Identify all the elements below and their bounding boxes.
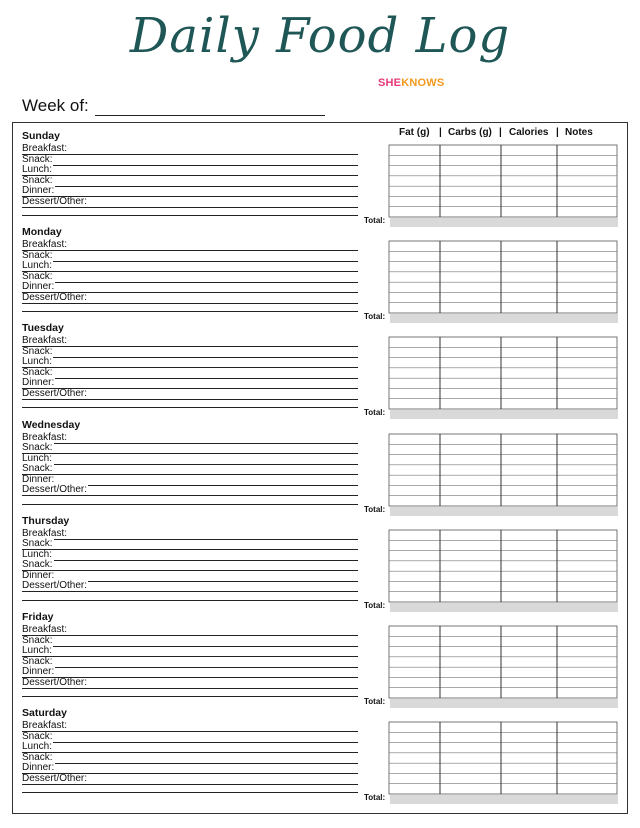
page-title: Daily Food Log [129, 8, 511, 64]
nutrition-grid[interactable] [388, 336, 618, 410]
nutrition-grid[interactable] [388, 529, 618, 603]
column-notes: Notes [565, 127, 593, 138]
meal-entry[interactable] [22, 347, 358, 357]
meal-entry[interactable] [22, 282, 358, 292]
meal-label: Dinner: [22, 569, 55, 581]
meal-label: Lunch: [22, 356, 53, 368]
meal-entry[interactable] [22, 378, 358, 388]
week-of-field[interactable] [22, 96, 325, 116]
total-label: Total: [364, 312, 386, 322]
meal-entry[interactable] [22, 539, 358, 549]
column-separator: | [556, 127, 559, 138]
day-name: Saturday [22, 707, 67, 720]
meal-label: Dinner: [22, 666, 55, 677]
meal-label: Lunch: [22, 260, 53, 272]
day-section [0, 611, 640, 707]
total-label: Total: [364, 600, 386, 610]
meal-entry[interactable] [22, 176, 358, 186]
meal-label: Breakfast: [22, 720, 68, 732]
total-label: Total: [364, 504, 386, 514]
meal-label: Breakfast: [22, 239, 68, 251]
meal-entry[interactable] [22, 454, 358, 464]
meal-label: Snack: [22, 751, 53, 763]
nutrition-grid[interactable] [388, 144, 618, 218]
meal-label: Snack: [22, 270, 53, 282]
meal-label: Snack: [22, 634, 53, 646]
meal-entry[interactable] [22, 560, 358, 570]
day-section [0, 322, 640, 418]
day-name: Wednesday [22, 418, 81, 431]
meal-entry[interactable] [22, 197, 358, 207]
meal-label: Dessert/Other: [22, 772, 88, 784]
meal-entry[interactable] [22, 272, 358, 282]
meal-entry[interactable] [22, 763, 358, 773]
nutrition-grid[interactable] [388, 240, 618, 314]
meal-label: Lunch: [22, 645, 53, 656]
meal-entry[interactable] [22, 357, 358, 367]
day-name: Friday [22, 611, 54, 623]
extra-line[interactable] [22, 504, 358, 505]
meal-entry[interactable] [22, 464, 358, 474]
nutrition-grid-lines [388, 336, 618, 410]
meal-entry[interactable] [22, 389, 358, 399]
meal-entry[interactable] [22, 240, 358, 250]
brand-logo [378, 77, 444, 89]
meal-label: Dessert/Other: [22, 676, 88, 688]
meal-entry[interactable] [22, 657, 358, 667]
week-of-label: Week of: [22, 96, 89, 115]
meal-line[interactable] [22, 784, 358, 785]
nutrition-grid-lines [388, 625, 618, 699]
meal-line[interactable] [22, 688, 358, 689]
meal-entry[interactable] [22, 636, 358, 646]
meal-label: Snack: [22, 153, 53, 165]
day-section [0, 419, 640, 515]
meal-entry[interactable] [22, 529, 358, 539]
meal-entry[interactable] [22, 742, 358, 752]
extra-line[interactable] [22, 696, 358, 697]
meal-label: Dessert/Other: [22, 195, 88, 207]
day-name: Tuesday [22, 322, 64, 335]
column-fat: Fat (g) [399, 127, 430, 138]
day-name: Monday [22, 226, 62, 239]
meal-entry[interactable] [22, 581, 358, 591]
meal-entry[interactable] [22, 144, 358, 154]
meal-label: Breakfast: [22, 527, 68, 539]
total-label: Total: [364, 793, 386, 803]
meal-entry[interactable] [22, 625, 358, 635]
day-section [0, 707, 640, 803]
meal-label: Snack: [22, 730, 53, 742]
day-section [0, 130, 640, 226]
extra-line[interactable] [22, 215, 358, 216]
meal-label: Breakfast: [22, 431, 68, 443]
day-section [0, 226, 640, 322]
nutrition-grid[interactable] [388, 721, 618, 795]
meal-entry[interactable] [22, 293, 358, 303]
total-bar[interactable] [390, 795, 618, 804]
meal-label: Snack: [22, 442, 53, 454]
meal-entry[interactable] [22, 155, 358, 165]
nutrition-grid[interactable] [388, 625, 618, 699]
nutrition-grid[interactable] [388, 433, 618, 507]
meal-label: Dinner: [22, 281, 55, 293]
meal-line[interactable] [22, 591, 358, 592]
meal-entry[interactable] [22, 336, 358, 346]
day-section [0, 515, 640, 611]
extra-line[interactable] [22, 311, 358, 312]
total-label: Total: [364, 408, 386, 418]
extra-line[interactable] [22, 792, 358, 793]
column-separator: | [499, 127, 502, 138]
meal-entry[interactable] [22, 678, 358, 688]
meal-label: Lunch: [22, 164, 53, 175]
meal-line[interactable] [22, 207, 358, 208]
meal-label: Snack: [22, 559, 53, 571]
total-label: Total: [364, 216, 386, 225]
meal-label: Snack: [22, 366, 53, 378]
brand-part-knows: KNOWS [401, 77, 445, 89]
meal-entry[interactable] [22, 165, 358, 175]
total-label: Total: [364, 697, 386, 706]
extra-line[interactable] [22, 407, 358, 408]
meal-label: Dessert/Other: [22, 580, 88, 592]
meal-label: Breakfast: [22, 335, 68, 347]
meal-entry[interactable] [22, 433, 358, 443]
meal-entry[interactable] [22, 774, 358, 784]
meal-label: Snack: [22, 249, 53, 261]
meal-entry[interactable] [22, 485, 358, 495]
week-of-line[interactable] [95, 99, 325, 116]
meal-label: Lunch: [22, 452, 53, 464]
meal-entry[interactable] [22, 368, 358, 378]
meal-entry[interactable] [22, 721, 358, 731]
meal-label: Snack: [22, 655, 53, 667]
meal-label: Lunch: [22, 548, 53, 560]
meal-label: Dessert/Other: [22, 484, 88, 496]
meal-label: Dinner: [22, 185, 55, 196]
brand-part-she: SHE [378, 77, 402, 89]
meal-label: Breakfast: [22, 143, 68, 154]
column-calories: Calories [509, 127, 549, 138]
meal-label: Dinner: [22, 377, 55, 389]
meal-entry[interactable] [22, 550, 358, 560]
meal-label: Dinner: [22, 473, 55, 485]
nutrition-grid-lines [388, 240, 618, 314]
meal-entry[interactable] [22, 475, 358, 485]
extra-line[interactable] [22, 600, 358, 601]
meal-label: Dinner: [22, 762, 55, 774]
nutrition-grid-lines [388, 721, 618, 795]
column-carbs: Carbs (g) [448, 127, 492, 138]
meal-line[interactable] [22, 495, 358, 496]
meal-entry[interactable] [22, 251, 358, 261]
nutrition-grid-lines [388, 144, 618, 218]
day-name: Sunday [22, 130, 60, 142]
column-separator: | [439, 127, 442, 138]
day-name: Thursday [22, 514, 70, 527]
meal-label: Dessert/Other: [22, 387, 88, 399]
meal-entry[interactable] [22, 667, 358, 677]
meal-entry[interactable] [22, 753, 358, 763]
meal-label: Lunch: [22, 741, 53, 753]
nutrition-grid-lines [388, 433, 618, 507]
meal-line[interactable] [22, 303, 358, 304]
meal-entry[interactable] [22, 732, 358, 742]
meal-label: Dessert/Other: [22, 291, 88, 303]
meal-entry[interactable] [22, 443, 358, 453]
meal-label: Snack: [22, 538, 53, 550]
meal-entry[interactable] [22, 261, 358, 271]
nutrition-grid-lines [388, 529, 618, 603]
meal-label: Snack: [22, 174, 53, 186]
meal-label: Snack: [22, 463, 53, 475]
meal-line[interactable] [22, 399, 358, 400]
meal-entry[interactable] [22, 646, 358, 656]
meal-label: Snack: [22, 345, 53, 357]
meal-entry[interactable] [22, 571, 358, 581]
meal-entry[interactable] [22, 186, 358, 196]
meal-label: Breakfast: [22, 624, 68, 635]
